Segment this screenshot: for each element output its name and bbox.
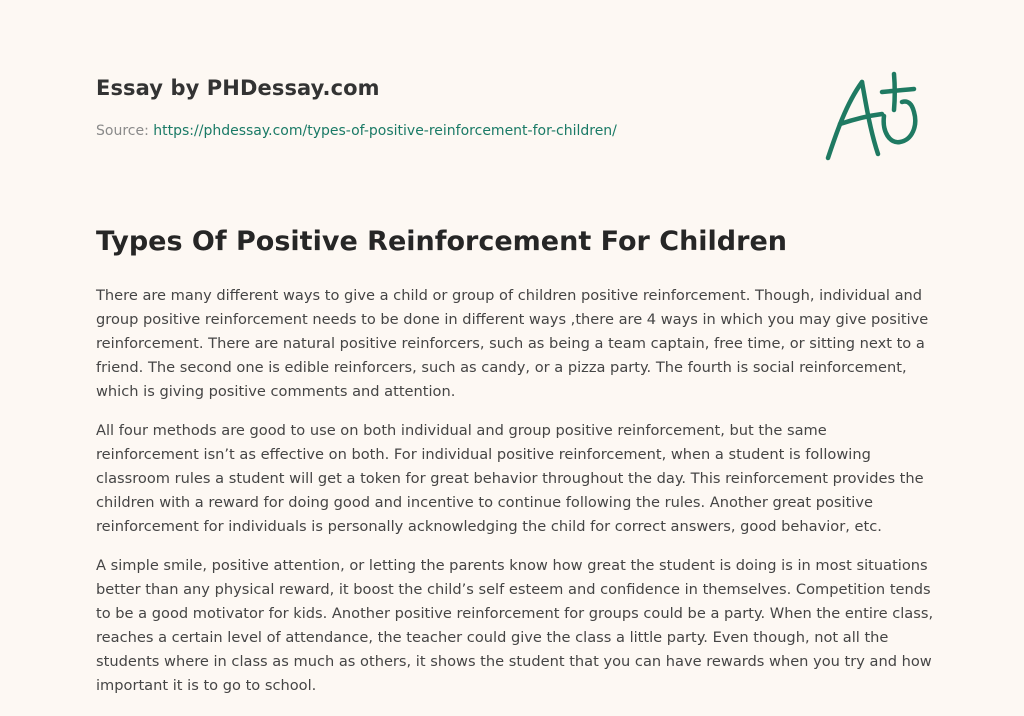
essay-body: [96, 284, 934, 713]
source-line: [96, 123, 617, 139]
a-plus-logo-graphic: [822, 68, 932, 168]
essay-title: Types Of Positive Reinforcement For Children: [96, 226, 787, 257]
site-brand: Essay by PHDessay.com: [96, 76, 380, 100]
source-link[interactable]: https://phdessay.com/types-of-positive-reinforcement-for-children/: [153, 123, 617, 139]
essay-paragraph: All four methods are good to use on both individual and group positive reinforcement, but the same reinforcement isn’t as effective on both. For individual positive reinforcement, when a student is following classroom rules a student will get a token for great behavior throughout the day. This reinforcement provides the children with a reward for doing good and incentive to continue following the rules. Another great positive reinforcement for individuals is personally acknowledging the child for correct answers, good behavior, etc.: [96, 422, 924, 535]
essay-paragraph: A simple smile, positive attention, or letting the parents know how great the student is doing is in most situations better than any physical reward, it boost the child’s self esteem and confidence in themselves. Competition tends to be a good motivator for kids. Another positive reinforcement for groups could be a party. When the entire class, reaches a certain level of attendance, the teacher could give the class a little party. Even though, not all the students where in class as much as others, it shows the student that you can have rewards when you try and how important it is to go to school.: [96, 557, 934, 694]
essay-paragraph: There are many different ways to give a child or group of children positive reinforcement. Though, individual and group positive reinforcement needs to be done in different ways ,there are 4 ways in which you may give positive reinforcement. There are natural positive reinforcers, such as being a team captain, free time, or sitting next to a friend. The second one is edible reinforcers, such as candy, or a pizza party. The fourth is social reinforcement, which is giving positive comments and attention.: [96, 287, 929, 400]
source-label: Source:: [96, 123, 154, 139]
a-plus-logo-icon: [822, 68, 932, 168]
